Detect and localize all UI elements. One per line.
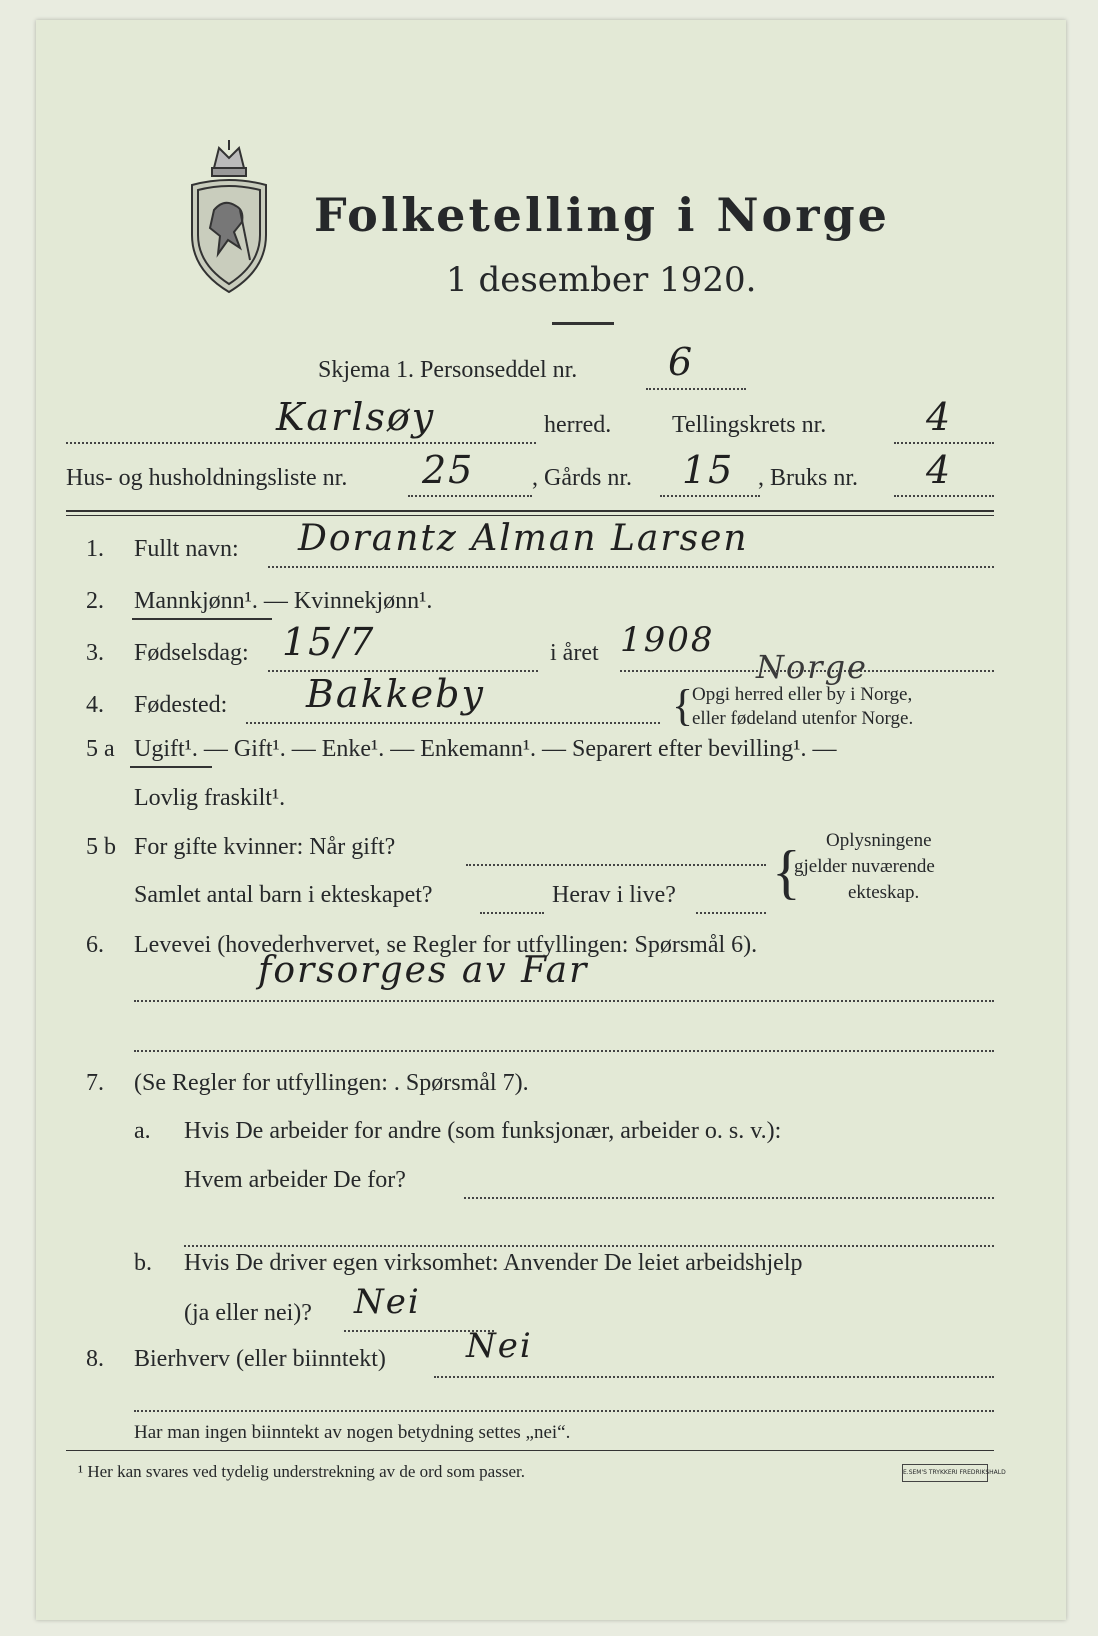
- q3-number: 3.: [86, 640, 104, 666]
- schema-number: 6: [668, 340, 695, 384]
- header-divider-bottom: [66, 515, 994, 516]
- form-date: 1 desember 1920.: [446, 260, 757, 300]
- coat-of-arms-icon: [184, 140, 274, 295]
- q5b-alive-field-line: [696, 912, 766, 914]
- schema-field-line: [646, 388, 746, 390]
- q2-number: 2.: [86, 588, 104, 614]
- q5b-note-line-3: ekteskap.: [848, 882, 920, 903]
- q7a-field-line-1: [464, 1197, 994, 1199]
- q7b-line-2: (ja eller nei)?: [184, 1300, 312, 1326]
- bruks-label: , Bruks nr.: [758, 465, 859, 491]
- q4-extra-entry: Norge: [756, 648, 868, 686]
- footer-divider: [66, 1450, 994, 1451]
- q5b-children-field-line: [480, 912, 544, 914]
- q5b-number: 5 b: [86, 834, 116, 860]
- q5b-married-field-line: [466, 864, 766, 866]
- q7-label: (Se Regler for utfyllingen: . Spørsmål 7).: [134, 1070, 529, 1096]
- q1-field-line: [268, 566, 994, 568]
- census-form: [36, 20, 1066, 1620]
- q3-year-label: i året: [550, 640, 599, 666]
- q5b-line-2b: Herav i live?: [552, 882, 676, 908]
- q3-label: Fødselsdag:: [134, 640, 249, 666]
- q8-field-line-1: [434, 1376, 994, 1378]
- herred-field-line: [66, 442, 536, 444]
- q1-label: Fullt navn:: [134, 536, 239, 562]
- q4-note-line-1: Opgi herred eller by i Norge,: [692, 684, 913, 705]
- q5b-note-brace: {: [772, 839, 801, 905]
- q7b-line-1: Hvis De driver egen virksomhet: Anvender De leiet arbeidshjelp: [184, 1250, 803, 1276]
- q5b-note-line-1: Oplysningene: [826, 830, 932, 851]
- q6-occupation: forsorges av Far: [258, 950, 589, 991]
- q5b-note-line-2: gjelder nuværende: [794, 856, 935, 877]
- title-divider: [552, 322, 614, 325]
- schema-label: Skjema 1. Personseddel nr.: [318, 357, 578, 383]
- q7a-letter: a.: [134, 1118, 151, 1144]
- q7b-letter: b.: [134, 1250, 152, 1276]
- form-title: Folketelling i Norge: [314, 188, 890, 242]
- q7a-line-1: Hvis De arbeider for andre (som funksjonær, arbeider o. s. v.):: [184, 1118, 782, 1144]
- q7b-answer: Nei: [354, 1282, 421, 1322]
- q7-number: 7.: [86, 1070, 104, 1096]
- q8-field-line-2: [134, 1410, 994, 1412]
- q1-full-name: Dorantz Alman Larsen: [298, 518, 749, 559]
- q1-number: 1.: [86, 536, 104, 562]
- household-field-line: [408, 495, 532, 497]
- q5b-line-2: Samlet antal barn i ekteskapet?: [134, 882, 433, 908]
- gards-label: , Gårds nr.: [532, 465, 632, 491]
- q8-label: Bierhverv (eller biinntekt): [134, 1346, 386, 1372]
- q4-note-brace: {: [672, 681, 694, 730]
- q3-birthday: 15/7: [282, 620, 376, 664]
- q8-answer: Nei: [466, 1326, 533, 1366]
- q5a-line-2: Lovlig fraskilt¹.: [134, 785, 286, 811]
- q7a-line-2: Hvem arbeider De for?: [184, 1167, 406, 1193]
- q4-note-line-2: eller fødeland utenfor Norge.: [692, 708, 914, 729]
- herred-value: Karlsøy: [276, 395, 436, 439]
- gards-field-line: [660, 495, 760, 497]
- footer-note: Har man ingen biinntekt av nogen betydning settes „nei“.: [134, 1422, 571, 1443]
- q5a-number: 5 a: [86, 736, 115, 762]
- printer-stamp: E.SEM'S TRYKKERI FREDRIKSHALD: [902, 1464, 988, 1482]
- gards-value: 15: [682, 448, 735, 492]
- q4-number: 4.: [86, 692, 104, 718]
- tellingskrets-field-line: [894, 442, 994, 444]
- herred-label: herred.: [544, 412, 612, 438]
- household-label: Hus- og husholdningsliste nr.: [66, 465, 348, 491]
- q4-label: Fødested:: [134, 692, 228, 718]
- footnote: ¹ Her kan svares ved tydelig understrekning av de ord som passer.: [78, 1462, 525, 1481]
- bruks-value: 4: [926, 448, 953, 492]
- bruks-field-line: [894, 495, 994, 497]
- q8-number: 8.: [86, 1346, 104, 1372]
- q6-number: 6.: [86, 932, 104, 958]
- q3-birth-year: 1908: [620, 620, 715, 660]
- q5a-underline-ugift: [130, 766, 212, 768]
- header-divider-top: [66, 510, 994, 512]
- q7a-field-line-2: [184, 1245, 994, 1247]
- q4-birthplace: Bakkeby: [306, 672, 485, 716]
- q5a-line-1: Ugift¹. — Gift¹. — Enke¹. — Enkemann¹. — Separert efter bevilling¹. —: [134, 736, 837, 762]
- q6-label: Levevei (hovederhvervet, se Regler for utfyllingen: Spørsmål 6).: [134, 932, 758, 958]
- tellingskrets-label: Tellingskrets nr.: [672, 412, 827, 438]
- tellingskrets-value: 4: [926, 395, 953, 439]
- q4-field-line: [246, 722, 660, 724]
- q6-field-line-1: [134, 1000, 994, 1002]
- q2-underline-mannkjonn: [132, 618, 272, 620]
- q2-label: Mannkjønn¹. — Kvinnekjønn¹.: [134, 588, 433, 614]
- q6-field-line-2: [134, 1050, 994, 1052]
- household-value: 25: [422, 448, 475, 492]
- q5b-line-1: For gifte kvinner: Når gift?: [134, 834, 396, 860]
